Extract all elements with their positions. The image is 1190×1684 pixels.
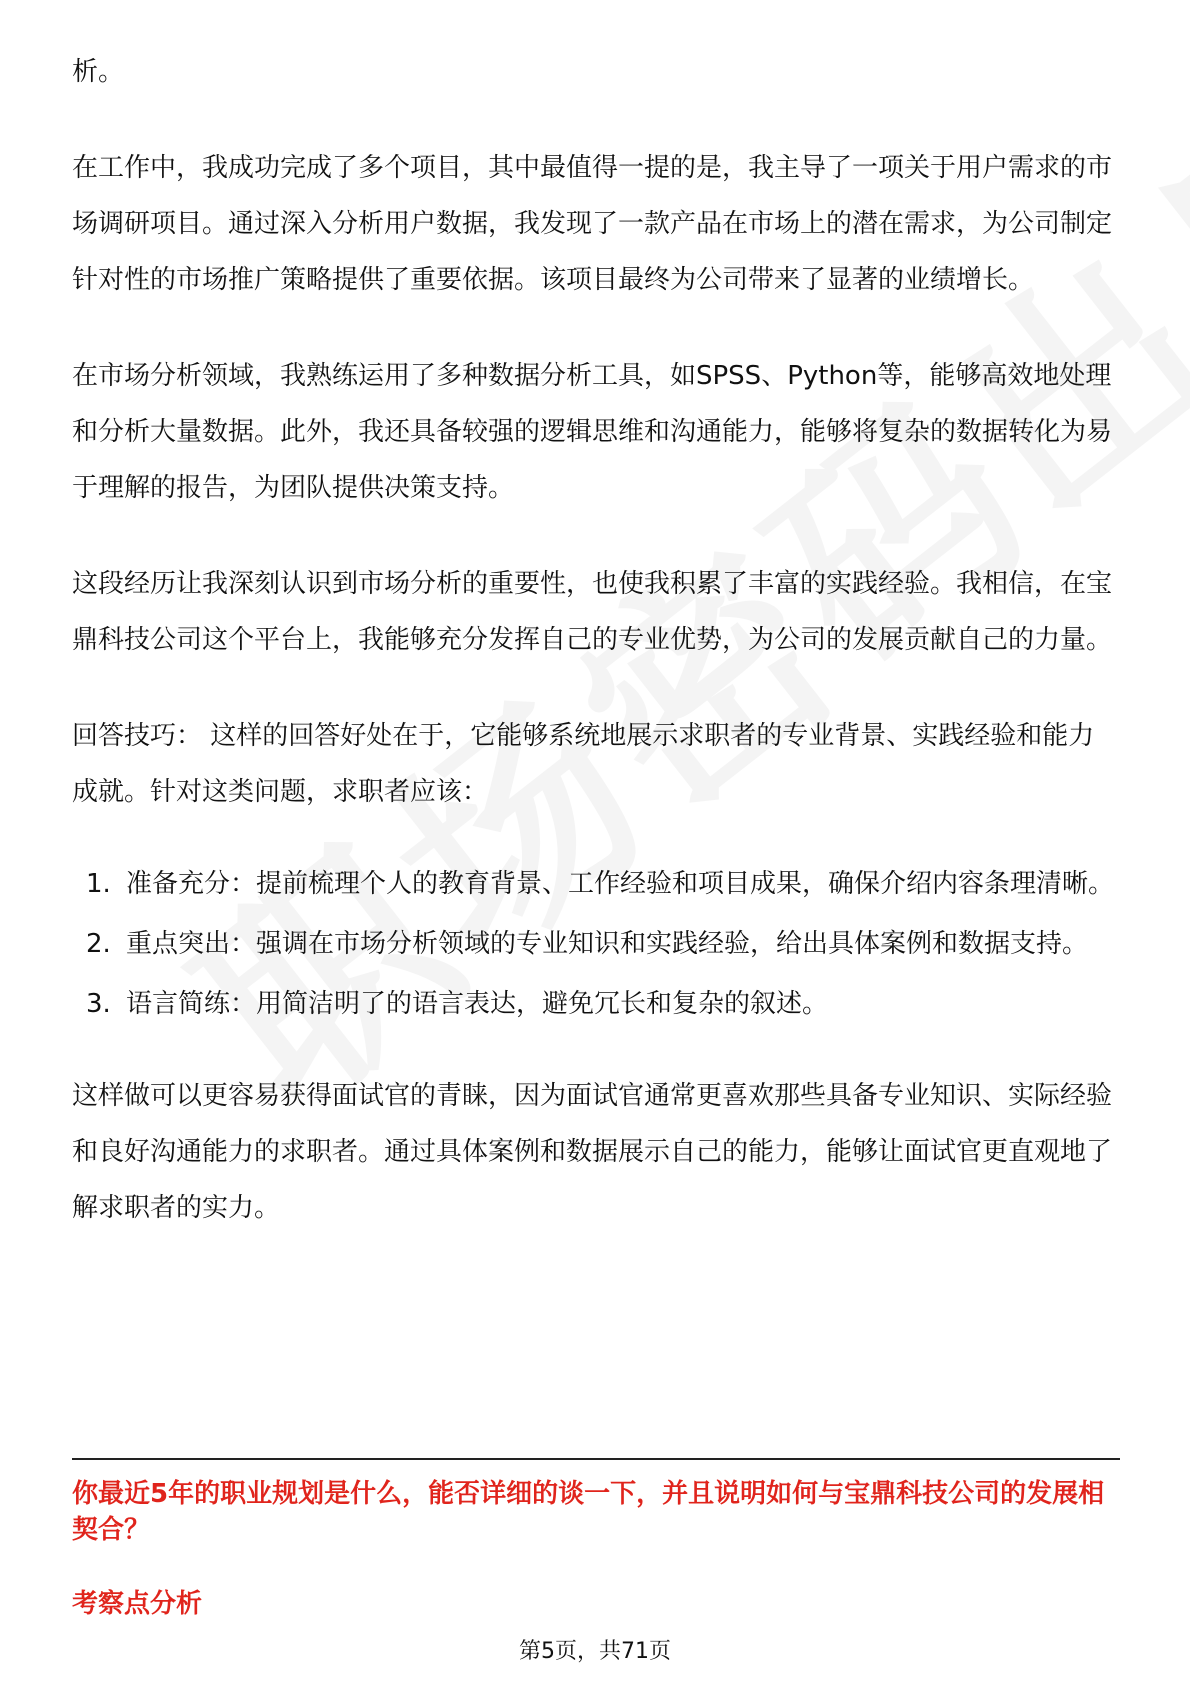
paragraph-conclusion: 这段经历让我深刻认识到市场分析的重要性，也使我积累了丰富的实践经验。我相信，在宝鼎科技公司这个平台上，我能够充分发挥自己的专业优势，为公司的发展贡献自己的力量。 <box>72 569 1113 655</box>
list-item-text: 语言简练：用简洁明了的语言表达，避免冗长和复杂的叙述。 <box>126 989 829 1019</box>
tips-list <box>72 856 1120 1032</box>
list-number: 2. <box>86 929 111 959</box>
list-item <box>72 856 1120 912</box>
list-item-text: 重点突出：强调在市场分析领域的专业知识和实践经验，给出具体案例和数据支持。 <box>126 929 1089 959</box>
list-item <box>72 916 1120 972</box>
answer-body <box>72 44 1120 1236</box>
list-item <box>72 976 1120 1032</box>
paragraph-closing: 这样做可以更容易获得面试官的青睐，因为面试官通常更喜欢那些具备专业知识、实际经验和良好沟通能力的求职者。通过具体案例和数据展示自己的能力，能够让面试官更直观地了解求职者的实力。 <box>72 1081 1113 1223</box>
paragraph-project-experience: 在工作中，我成功完成了多个项目，其中最值得一提的是，我主导了一项关于用户需求的市场调研项目。通过深入分析用户数据，我发现了一款产品在市场上的潜在需求，为公司制定针对性的市场推广策略提供了重要依据。该项目最终为公司带来了显著的业绩增长。 <box>72 153 1113 295</box>
analysis-section-title: 考察点分析 <box>72 1589 203 1619</box>
next-question-heading: 你最近5年的职业规划是什么，能否详细的谈一下，并且说明如何与宝鼎科技公司的发展相契合？ <box>72 1479 1105 1545</box>
list-number: 3. <box>86 989 111 1019</box>
paragraph-skills: 在市场分析领域，我熟练运用了多种数据分析工具，如SPSS、Python等，能够高效地处理和分析大量数据。此外，我还具备较强的逻辑思维和沟通能力，能够将复杂的数据转化为易于理解的报告，为团队提供决策支持。 <box>72 361 1113 503</box>
list-number: 1. <box>86 869 111 899</box>
paragraph-continuation: 析。 <box>72 57 125 87</box>
page-number-footer: 第5页，共71页 <box>519 1639 671 1664</box>
paragraph-answer-tips: 回答技巧： 这样的回答好处在于，它能够系统地展示求职者的专业背景、实践经验和能力成就。针对这类问题，求职者应该： <box>72 721 1095 807</box>
list-item-text: 准备充分：提前梳理个人的教育背景、工作经验和项目成果，确保介绍内容条理清晰。 <box>126 869 1115 899</box>
section-divider <box>72 1458 1120 1460</box>
